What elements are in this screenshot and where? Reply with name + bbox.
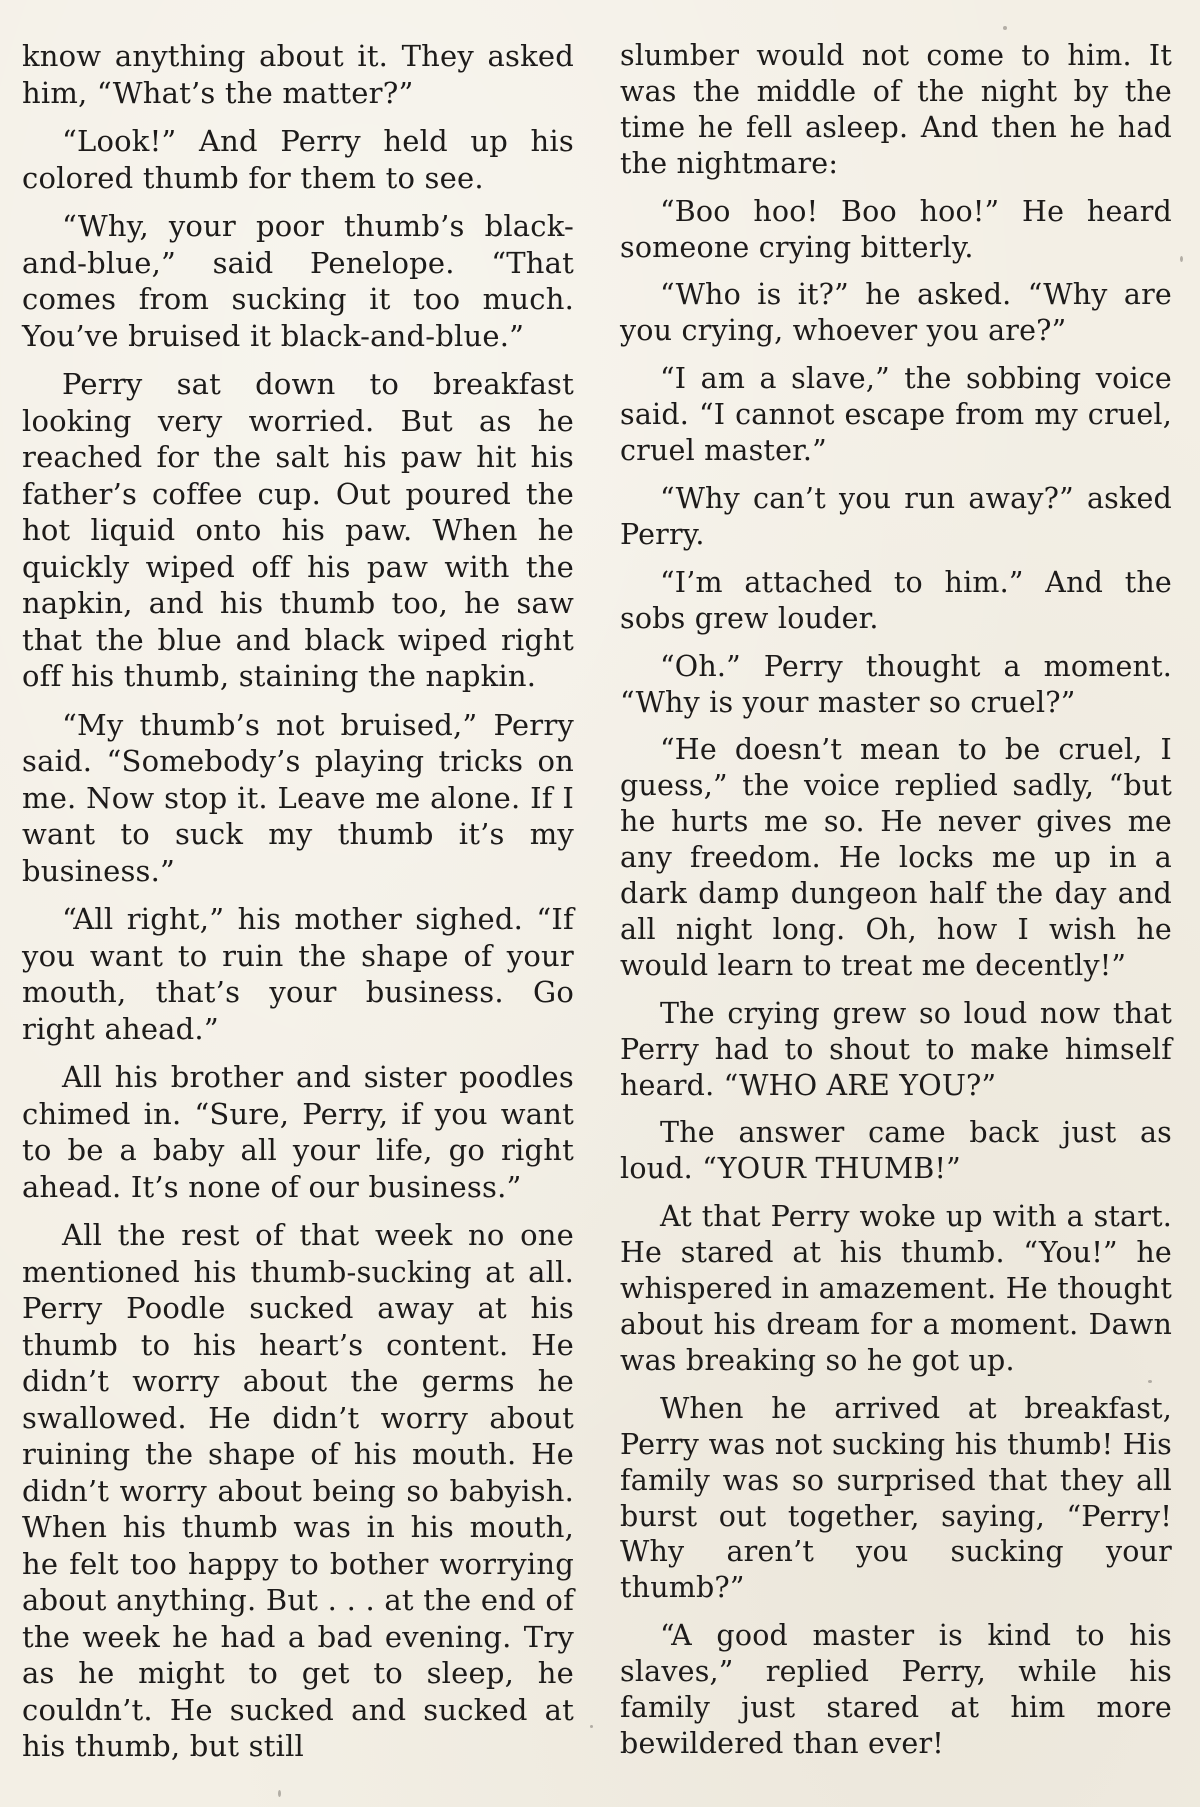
- paragraph: “Look!” And Perry held up his colored thumb for them to see.: [22, 124, 574, 195]
- paragraph: “All right,” his mother sighed. “If you want to ruin the shape of your mouth, that’s your business. Go right ahead.”: [22, 902, 574, 1046]
- paragraph: “I’m attached to him.” And the sobs grew louder.: [620, 565, 1172, 635]
- paragraph: All the rest of that week no one mentioned his thumb-sucking at all. Perry Poodle sucked away at his thumb to his heart’s content. He didn’t worry about the germs he swallowed. He didn’t worry about ruining the shape of his mouth. He didn’t worry about being so babyish. When his thumb was in his mouth, he felt too happy to bother worrying about anything. But . . . at the end of the week he had a bad evening. Try as he might to get to sleep, he couldn’t. He sucked and sucked at his thumb, but still: [22, 1218, 574, 1763]
- paragraph: The answer came back just as loud. “YOUR THUMB!”: [620, 1116, 1172, 1186]
- paragraph: slumber would not come to him. It was the middle of the night by the time he fell asleep. And then he had the nightmare:: [620, 39, 1172, 180]
- paragraph: Perry sat down to breakfast looking very worried. But as he reached for the salt his paw hit his father’s coffee cup. Out poured the hot liquid onto his paw. When he quickly wiped off his paw with the napkin, and his thumb too, he saw that the blue and black wiped right off his thumb, staining the napkin.: [22, 367, 574, 693]
- paragraph: All his brother and sister poodles chimed in. “Sure, Perry, if you want to be a baby all your life, go right ahead. It’s none of our business.”: [22, 1060, 574, 1204]
- paragraph: At that Perry woke up with a start. He stared at his thumb. “You!” he whispered in amazement. He thought about his dream for a moment. Dawn was breaking so he got up.: [620, 1200, 1172, 1377]
- paragraph: “My thumb’s not bruised,” Perry said. “Somebody’s playing tricks on me. Now stop it. Leave me alone. If I want to suck my thumb it’s my business.”: [22, 707, 574, 888]
- print-speck: [278, 1790, 281, 1797]
- right-text-column: [620, 38, 1172, 1774]
- paragraph: “Boo hoo! Boo hoo!” He heard someone crying bitterly.: [620, 194, 1172, 264]
- paragraph: “Why, your poor thumb’s black-and-blue,” said Penelope. “That comes from sucking it too much. You’ve bruised it black-and-blue.”: [22, 209, 574, 353]
- print-speck: [590, 1725, 593, 1728]
- paragraph: know anything about it. They asked him, “What’s the matter?”: [22, 39, 574, 110]
- paragraph: “Who is it?” he asked. “Why are you crying, whoever you are?”: [620, 278, 1172, 348]
- print-speck: [1003, 26, 1007, 30]
- paragraph: “A good master is kind to his slaves,” replied Perry, while his family just stared at him more bewildered than ever!: [620, 1619, 1172, 1760]
- paragraph: “Why can’t you run away?” asked Perry.: [620, 481, 1172, 551]
- paragraph: “I am a slave,” the sobbing voice said. “I cannot escape from my cruel, cruel master.”: [620, 362, 1172, 468]
- left-text-column: [22, 38, 574, 1777]
- print-speck: [1148, 1380, 1152, 1383]
- print-speck: [1180, 256, 1183, 262]
- paragraph: The crying grew so loud now that Perry had to shout to make himself heard. “WHO ARE YOU?”: [620, 996, 1172, 1102]
- paragraph: When he arrived at breakfast, Perry was not sucking his thumb! His family was so surprised that they all burst out together, saying, “Perry! Why aren’t you sucking your thumb?”: [620, 1391, 1172, 1605]
- paragraph: “He doesn’t mean to be cruel, I guess,” the voice replied sadly, “but he hurts me so. He never gives me any freedom. He locks me up in a dark damp dungeon half the day and all night long. Oh, how I wish he would learn to treat me decently!”: [620, 733, 1172, 982]
- paragraph: “Oh.” Perry thought a moment. “Why is your master so cruel?”: [620, 649, 1172, 719]
